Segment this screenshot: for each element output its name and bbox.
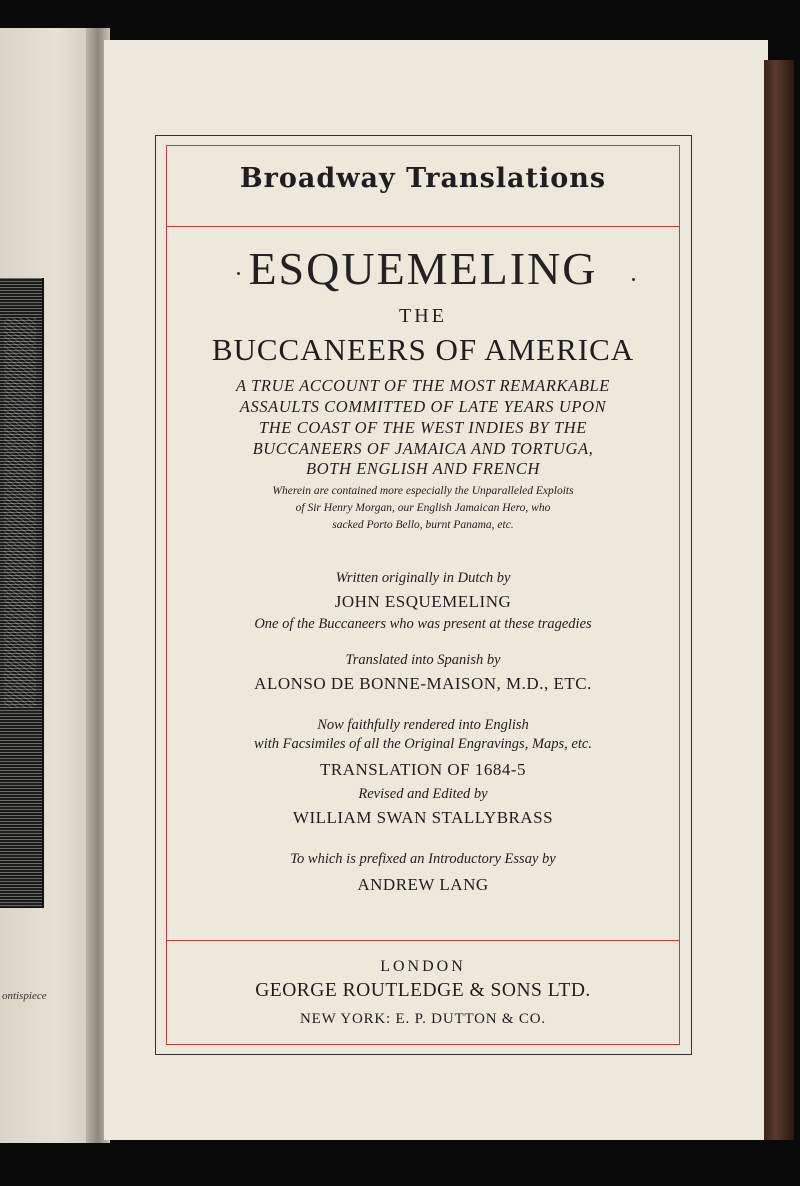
us-publisher: NEW YORK: E. P. DUTTON & CO.: [300, 1011, 546, 1027]
description-line: BUCCANEERS OF JAMAICA AND TORTUGA,: [252, 439, 594, 458]
frontispiece-engraving: [0, 278, 44, 908]
description-line: ASSAULTS COMMITTED OF LATE YEARS UPON: [239, 397, 607, 416]
author-note: One of the Buccaneers who was present at these tragedies: [254, 616, 592, 632]
facing-page: [0, 28, 96, 1143]
rendered-line: with Facsimiles of all the Original Engravings, Maps, etc.: [254, 736, 592, 752]
book-subtitle: BUCCANEERS OF AMERICA: [211, 332, 635, 367]
translation-date: TRANSLATION OF 1684-5: [320, 760, 526, 779]
exploits-line: sacked Porto Bello, burnt Panama, etc.: [332, 519, 514, 531]
series-title: Broadway Translations: [239, 163, 607, 194]
frontispiece-caption: ontispiece: [2, 990, 47, 1002]
author-name: JOHN ESQUEMELING: [334, 592, 512, 611]
book-title: ESQUEMELING: [248, 243, 598, 294]
rendered-line: Now faithfully rendered into English: [317, 717, 529, 733]
series-divider: [166, 226, 680, 227]
imprint-city: LONDON: [380, 958, 466, 975]
book-cover-edge: [764, 60, 794, 1140]
exploits-line: Wherein are contained more especially the Unparalleled Exploits: [272, 485, 574, 497]
translated-by-label: Translated into Spanish by: [345, 652, 501, 668]
prefixed-label: To which is prefixed an Introductory Essay by: [290, 851, 556, 867]
exploits-line: of Sir Henry Morgan, our English Jamaican Hero, who: [295, 502, 551, 514]
imprint-divider: [166, 940, 680, 941]
description-line: BOTH ENGLISH AND FRENCH: [306, 459, 540, 478]
translator-name: ALONSO DE BONNE-MAISON, M.D., ETC.: [254, 674, 592, 693]
publisher-name: GEORGE ROUTLEDGE & SONS LTD.: [255, 980, 591, 1001]
description-line: A TRUE ACCOUNT OF THE MOST REMARKABLE: [236, 376, 610, 395]
essayist-name: ANDREW LANG: [357, 875, 489, 894]
editor-name: WILLIAM SWAN STALLYBRASS: [292, 808, 554, 827]
revised-by-label: Revised and Edited by: [358, 786, 488, 802]
written-by-label: Written originally in Dutch by: [335, 570, 511, 586]
description-line: THE COAST OF THE WEST INDIES BY THE: [259, 418, 587, 437]
title-article: THE: [399, 305, 447, 327]
